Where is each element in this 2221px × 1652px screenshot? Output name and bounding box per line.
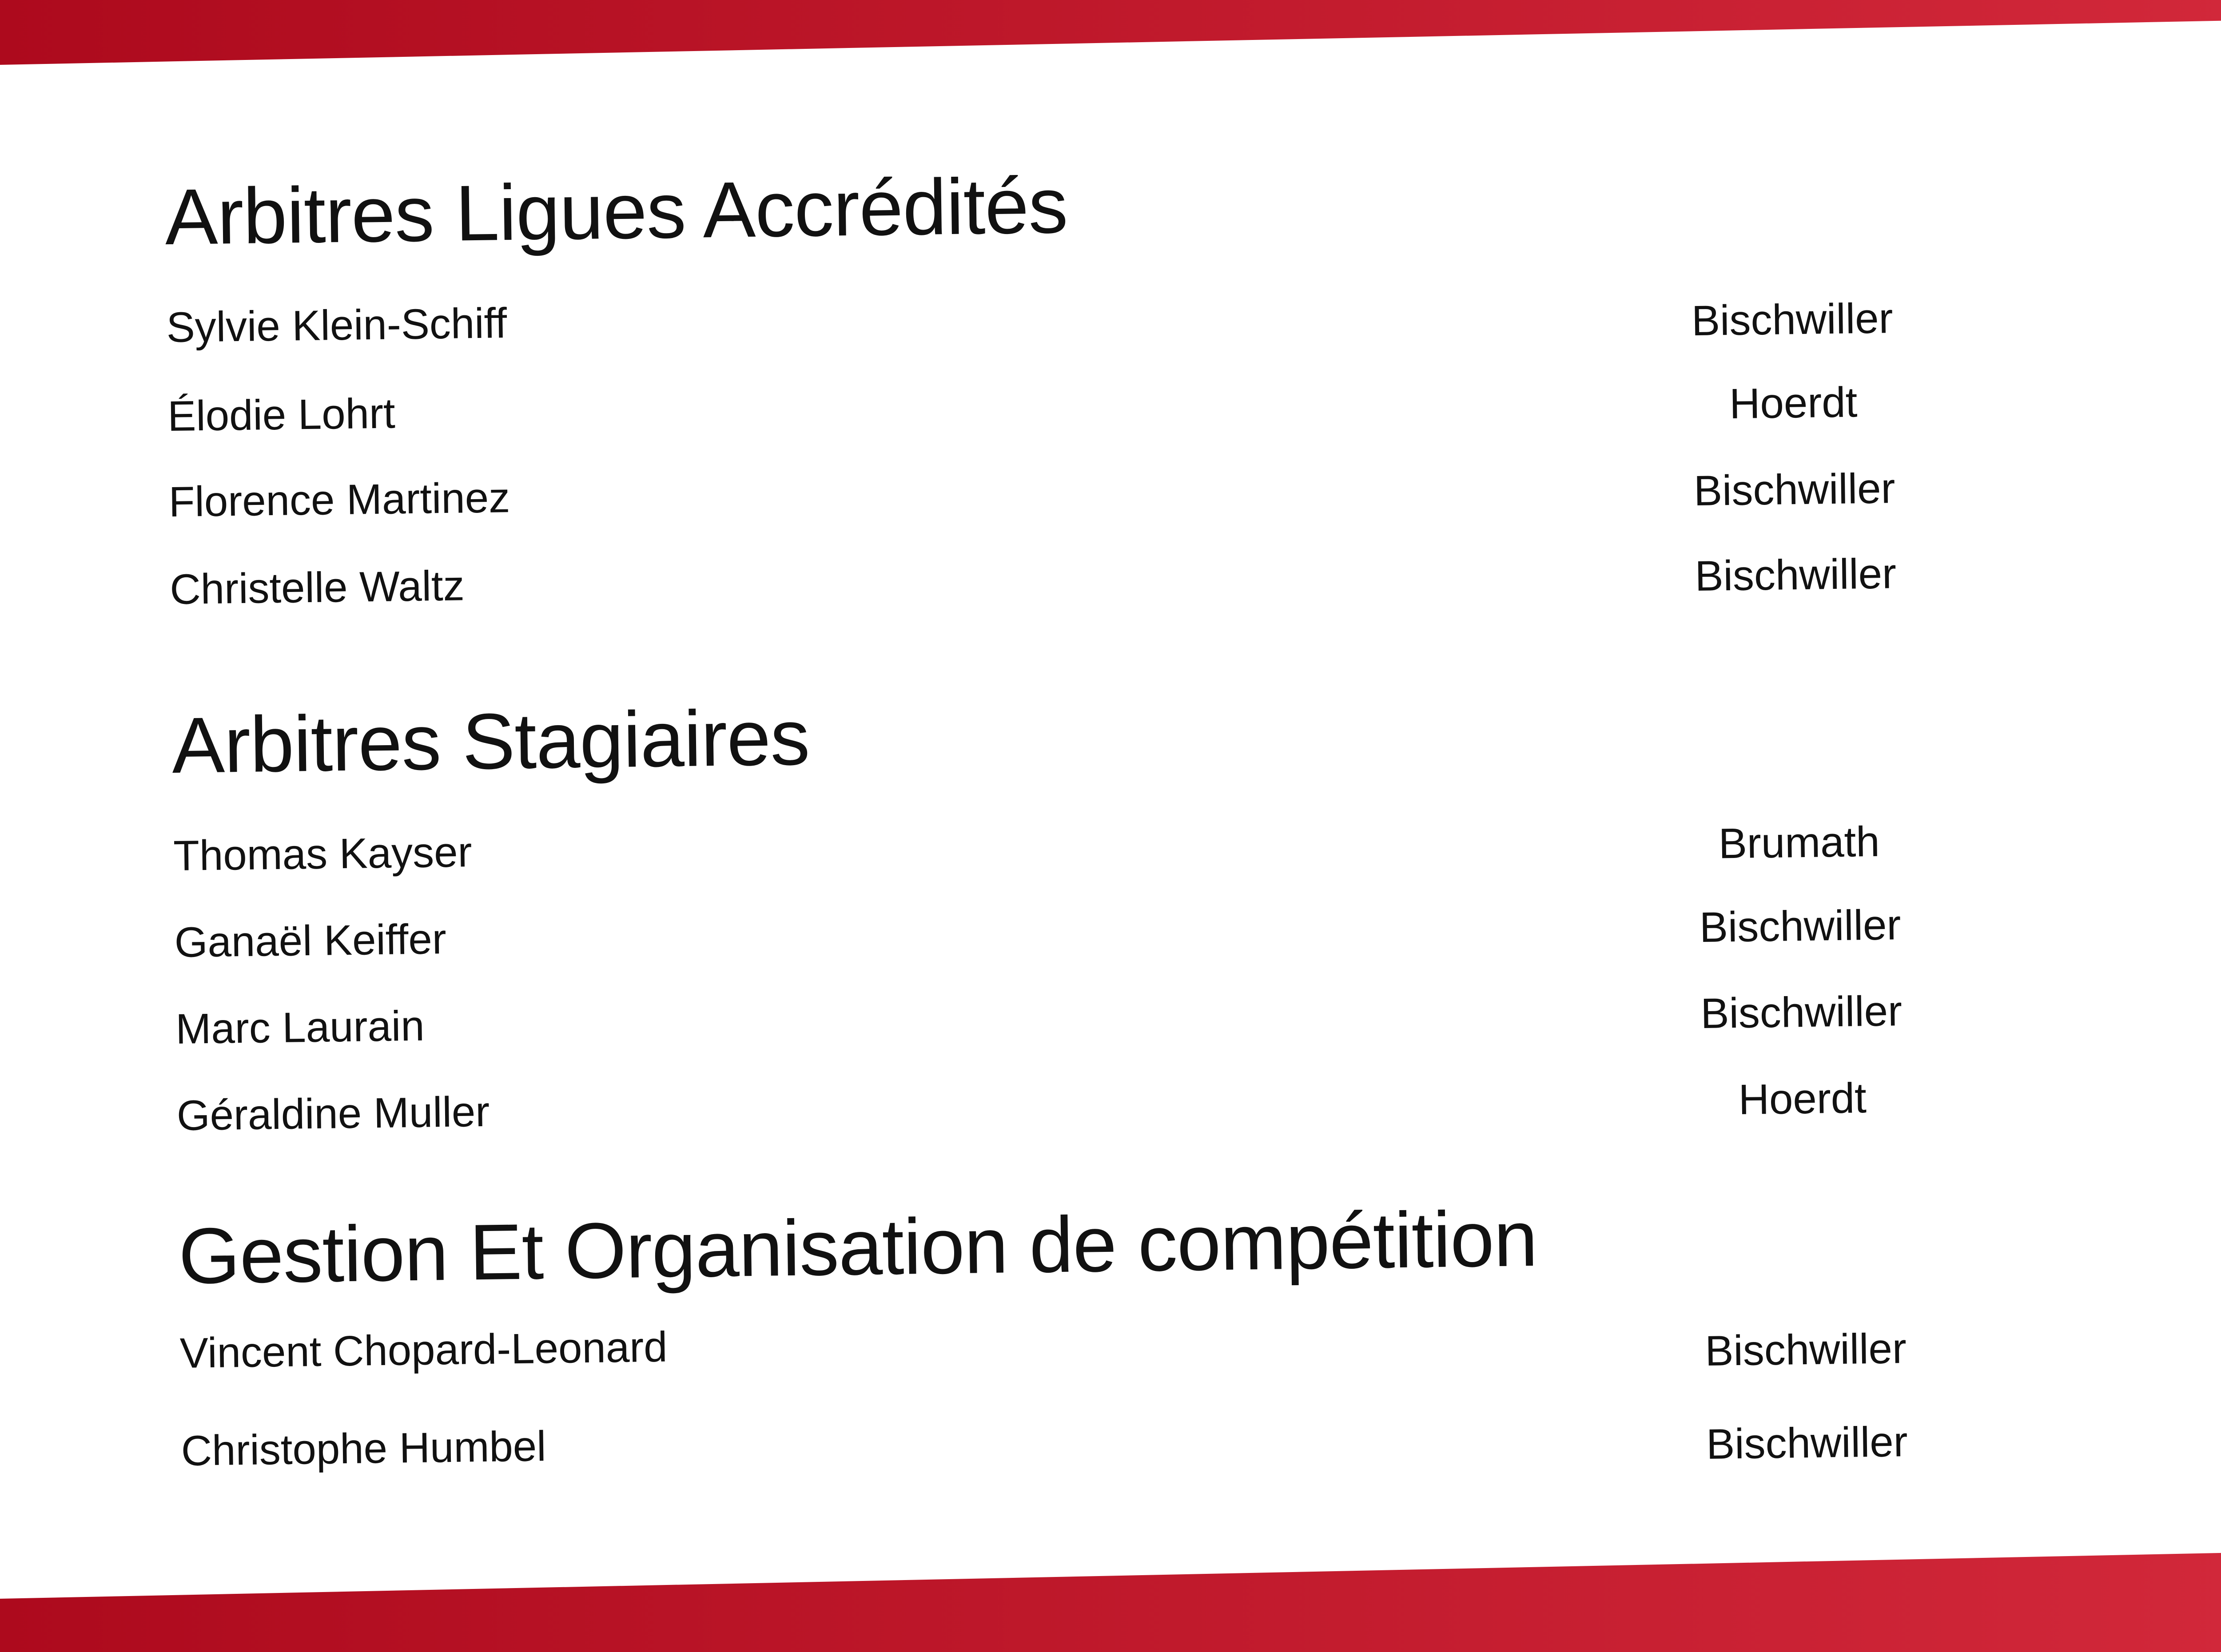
- person-name: Géraldine Muller: [176, 1088, 490, 1140]
- person-name: Marc Laurain: [175, 1002, 425, 1053]
- person-name: Christophe Humbel: [181, 1422, 547, 1475]
- section-title-arbitres-stagiaires: Arbitres Stagiaires: [171, 693, 810, 790]
- person-club: Bischwiller: [1699, 901, 1902, 952]
- person-club: Bischwiller: [1706, 1418, 1908, 1468]
- person-club: Hoerdt: [1729, 378, 1858, 428]
- section-title-arbitres-ligues: Arbitres Ligues Accrédités: [164, 161, 1068, 262]
- person-club: Bischwiller: [1694, 550, 1897, 600]
- section-title-gestion-organisation: Gestion Et Organisation de compétition: [178, 1194, 1538, 1300]
- person-club: Bischwiller: [1704, 1325, 1907, 1375]
- person-club: Brumath: [1718, 818, 1880, 868]
- person-name: Sylvie Klein-Schiff: [166, 299, 507, 352]
- person-club: Hoerdt: [1738, 1074, 1867, 1124]
- person-club: Bischwiller: [1700, 987, 1903, 1038]
- person-name: Élodie Lohrt: [167, 389, 396, 441]
- person-name: Vincent Chopard-Leonard: [179, 1323, 668, 1377]
- person-club: Bischwiller: [1691, 294, 1894, 345]
- person-club: Bischwiller: [1693, 465, 1896, 515]
- person-name: Thomas Kayser: [173, 828, 473, 880]
- person-name: Florence Martinez: [168, 474, 510, 526]
- person-name: Christelle Waltz: [169, 562, 465, 614]
- person-name: Ganaël Keiffer: [174, 915, 447, 967]
